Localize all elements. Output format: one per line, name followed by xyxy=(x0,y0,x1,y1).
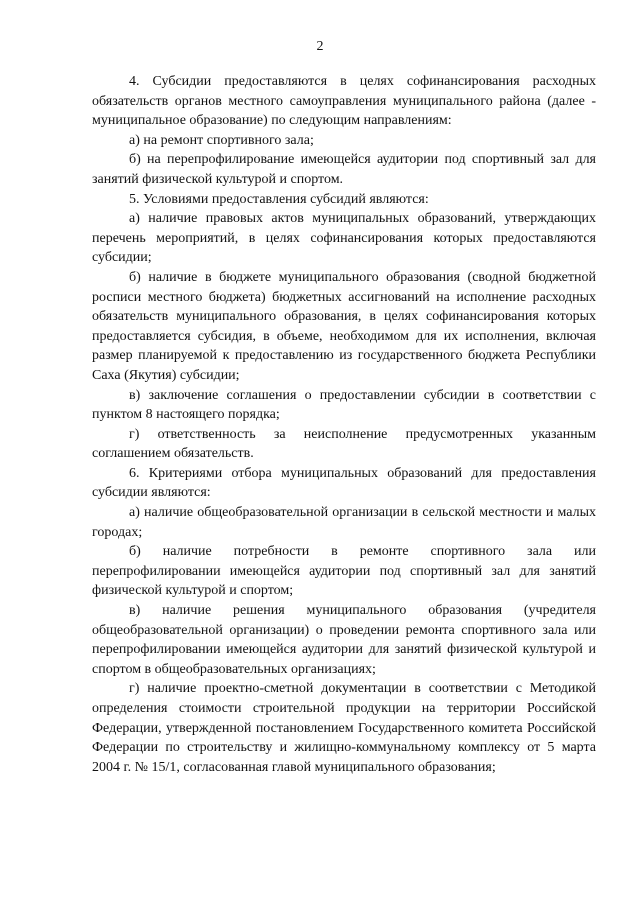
paragraph-5-item-a: а) наличие правовых актов муниципальных образований, утверждающих перечень мероприятий, в целях софинансирования которых предоставляются субсидии; xyxy=(92,211,596,266)
paragraph-4-item-a: а) на ремонт спортивного зала; xyxy=(129,132,314,148)
paragraph-5-item-b: б) наличие в бюджете муниципального образования (сводной бюджетной росписи местного бюджета) бюджетных ассигнований на исполнение расходных обязательств муниципального образования, в целях софинансирования которых предоставляется субсидия, в объеме, необходимом для их исполнения, включая размер планируемой к предоставлению из государственного бюджета Республики Саха (Якутия) субсидии; xyxy=(92,269,596,383)
paragraph-6-item-c: в) наличие решения муниципального образования (учредителя общеобразовательной организации) о проведении ремонта спортивного зала или перепрофилировании имеющейся аудитории для занятий физической культурой и спортом в общеобразовательных организациях; xyxy=(92,603,596,677)
paragraph-6-item-d: г) наличие проектно-сметной документации в соответствии с Методикой определения стоимости строительной продукции на территории Российской Федерации, утвержденной постановлением Государственного комитета Российской Федерации по строительству и жилищно-коммунальному комплексу от 5 марта 2004 г. № 15/1, согласованная главой муниципального образования; xyxy=(92,681,596,775)
paragraph-5-item-d: г) ответственность за неисполнение предусмотренных указанным соглашением обязательств. xyxy=(92,426,596,462)
page-number: 2 xyxy=(316,39,324,54)
paragraph-6-item-b: б) наличие потребности в ремонте спортивного зала или перепрофилировании имеющейся аудитории под спортивный зал для занятий физической культурой и спортом; xyxy=(92,544,596,599)
paragraph-4-item-b: б) на перепрофилирование имеющейся аудитории под спортивный зал для занятий физической культурой и спортом. xyxy=(92,152,596,187)
document-body xyxy=(92,72,596,777)
paragraph-6-item-a: а) наличие общеобразовательной организации в сельской местности и малых городах; xyxy=(92,505,596,540)
paragraph-4-intro: 4. Субсидии предоставляются в целях софинансирования расходных обязательств органов местного самоуправления муниципального района (далее - муниципальное образование) по следующим направлениям: xyxy=(92,74,596,129)
paragraph-6-intro: 6. Критериями отбора муниципальных образований для предоставления субсидии являются: xyxy=(92,465,596,501)
paragraph-5-item-c: в) заключение соглашения о предоставлении субсидии в соответствии с пунктом 8 настоящего порядка; xyxy=(92,387,596,423)
paragraph-5-intro: 5. Условиями предоставления субсидий являются: xyxy=(129,191,429,207)
